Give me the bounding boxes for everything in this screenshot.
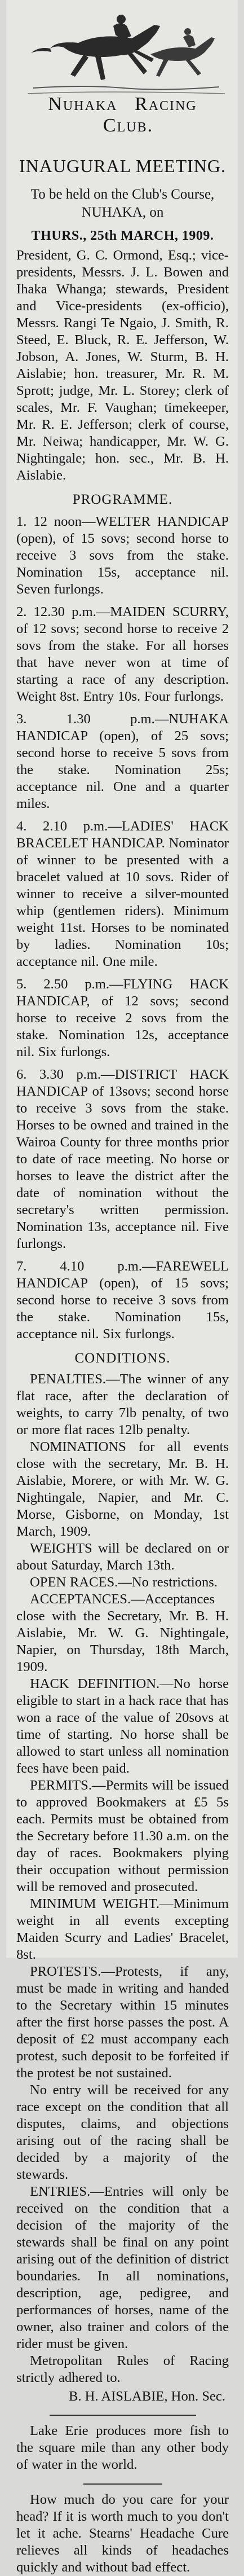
divider [83, 2483, 162, 2485]
divider [50, 2415, 196, 2416]
race-list [16, 513, 229, 1343]
condition-open-races: OPEN RACES.—No restrictions. [30, 1575, 218, 1590]
race-3: 3. 1.30 p.m.—NUHAKA HANDICAP (open), of 25 sovs; second horse to receive 5 sovs from the stake. Nomination 25s; acceptance nil. One and a quarter miles. [16, 711, 229, 811]
condition-minimum-weight: MINIMUM WEIGHT.—Minimum weight in all events excepting Maiden Scurry and Ladies' Bracelet, 8st. [16, 1896, 229, 1962]
club-title [16, 94, 229, 137]
race-7: 7. 4.10 p.m.—FAREWELL HANDICAP (open), of 15 sovs; second horse to receive 3 sovs from the stake. Nomination 15s, acceptance nil. Six furlongs. [16, 1259, 229, 1342]
condition-entries: ENTRIES.—Entries will only be received on the condition that a decision of the majority of the stewards shall be final on any point arising out of the definition of district boundaries. In all nominations, description, age, pedigree, and performances of horses, name of the owner, also trainer and colors of the rider must be given. [16, 2184, 229, 2351]
race-6: 6. 3.30 p.m.—DISTRICT HACK HANDICAP of 13sovs; second horse to receive 3 sovs from the stake. Horses to be owned and trained in the Wairoa County for three months prior to date of race meeting. No horse or horses to leave the district after the date of nomination without the secretary's written permission. Nomination 13s, acceptance nil. Five furlongs. [16, 1067, 229, 1251]
title-word-nuhaka: Nuhaka [48, 94, 118, 115]
lake-erie-item: Lake Erie produces more fish to the square mile than any other body of water in the world. [16, 2423, 229, 2472]
condition-nominations: NOMINATIONS for all events close with the secretary, Mr. B. H. Aislabie, Morere, or with Mr. W. G. Nightingale, Napier, and Mr. C. Morse, Gisborne, on Monday, 1st March, 1909. [16, 1439, 229, 1539]
title-word-racing: Racing [135, 94, 197, 115]
race-5: 5. 2.50 p.m.—FLYING HACK HANDICAP, of 12 sovs; second horse to receive 2 sovs from the stake. Nomination 12s, acceptance nil. Six furlongs. [16, 977, 229, 1060]
meeting-title: INAUGURAL MEETING. [19, 156, 226, 176]
condition-protests: PROTESTS.—Protests, if any, must be made in writing and handed to the Secretary within 15 minutes after the first horse passes the post. A deposit of £2 must accompany each protest, such deposit to be forfeited if the protest be not sustained. [16, 1964, 229, 2081]
conditions-heading: CONDITIONS. [74, 1351, 171, 1366]
condition-rules: Metropolitan Rules of Racing strictly adhered to. [16, 2353, 229, 2385]
condition-permits: PERMITS.—Permits will be issued to approved Bookmakers at £5 5s each. Permits must be obtained from the Secretary before 11.30 a.m. on the day of races. Bookmakers plying their occupation without permission will be removed and prosecuted. [16, 1778, 229, 1894]
condition-weights: WEIGHTS will be declared on or about Saturday, March 13th. [16, 1541, 229, 1573]
condition-penalties: PENALTIES.—The winner of any flat race, after the declaration of weights, to carry 7lb penalty, of two or more flat races 12lb penalty. [16, 1371, 229, 1438]
conditions-list [16, 1371, 229, 2386]
venue-line-1: To be held on the Club's Course, [30, 187, 215, 202]
masthead [16, 3, 229, 136]
title-word-club: Club. [103, 115, 154, 136]
secretary-signature: B. H. AISLABIE, Hon. Sec. [68, 2389, 225, 2404]
condition-acceptances: ACCEPTANCES.—Acceptances close with the Secretary, Mr. B. H. Aislabie, Mr. W. G. Nightingale, Napier, on Thursday, 18th March, 1909. [16, 1592, 229, 1674]
venue-line-2: NUHAKA, on [81, 205, 164, 220]
newspaper-column [6, 0, 238, 2575]
programme-heading: PROGRAMME. [72, 492, 173, 507]
officials-paragraph: President, G. C. Ormond, Esq.; vice-presidents, Messrs. J. L. Bowen and Ihaka Whanga; stewards, President and Vice-presidents (ex-officio), Messrs. Rangi Te Ngaio, J. Smith, R. Steed, E. Bluck, R. E. Jefferson, W. Jobson, A. Jones, W. Sturm, B. H. Aislabie; hon. treasurer, Mr. R. M. Sprott; judge, Mr. L. Storey; clerk of scales, Mr. F. Vaughan; timekeeper, Mr. R. E. Jefferson; clerk of course, Mr. Neiwa; handicapper, Mr. W. G. Nightingale; hon. sec., Mr. B. H. Aislabie. [16, 248, 229, 483]
race-1: 1. 12 noon—WELTER HANDICAP (open), of 15 sovs; second horse to receive 3 sovs from the stake. Nomination 15s, acceptance nil. Seven furlongs. [16, 514, 229, 597]
headache-cure-ad: How much do you care for your head? If it is worth much to you don't let it ache. Stearns' Headache Cure relieves all kinds of headaches quickly and without bad effect. [16, 2492, 229, 2575]
condition-disputes: No entry will be received for any race except on the condition that all disputes, claims, and objections arising out of the racing shall be decided by a majority of the stewards. [16, 2082, 229, 2182]
race-2: 2. 12.30 p.m.—MAIDEN SCURRY, of 12 sovs; second horse to receive 2 sovs from the stake. For all horses that have never won at time of starting a race of any description. Weight 8st. Entry 10s. Four furlongs. [16, 604, 229, 704]
meeting-date: THURS., 25th MARCH, 1909. [31, 228, 214, 243]
race-4: 4. 2.10 p.m.—LADIES' HACK BRACELET HANDICAP. Nominator of winner to be presented with a bracelet valued at 10 sovs. Rider of winner to receive a silver-mounted whip (gentlemen riders). Minimum weight 11st. Horses to be nominated by ladies. Nomination 10s; acceptance nil. One mile. [16, 819, 229, 969]
condition-hack-definition: HACK DEFINITION.—No horse eligible to start in a hack race that has won a race of the value of 20sovs at time of starting. No horse shall be allowed to start unless all nomination fees have been paid. [16, 1676, 229, 1776]
